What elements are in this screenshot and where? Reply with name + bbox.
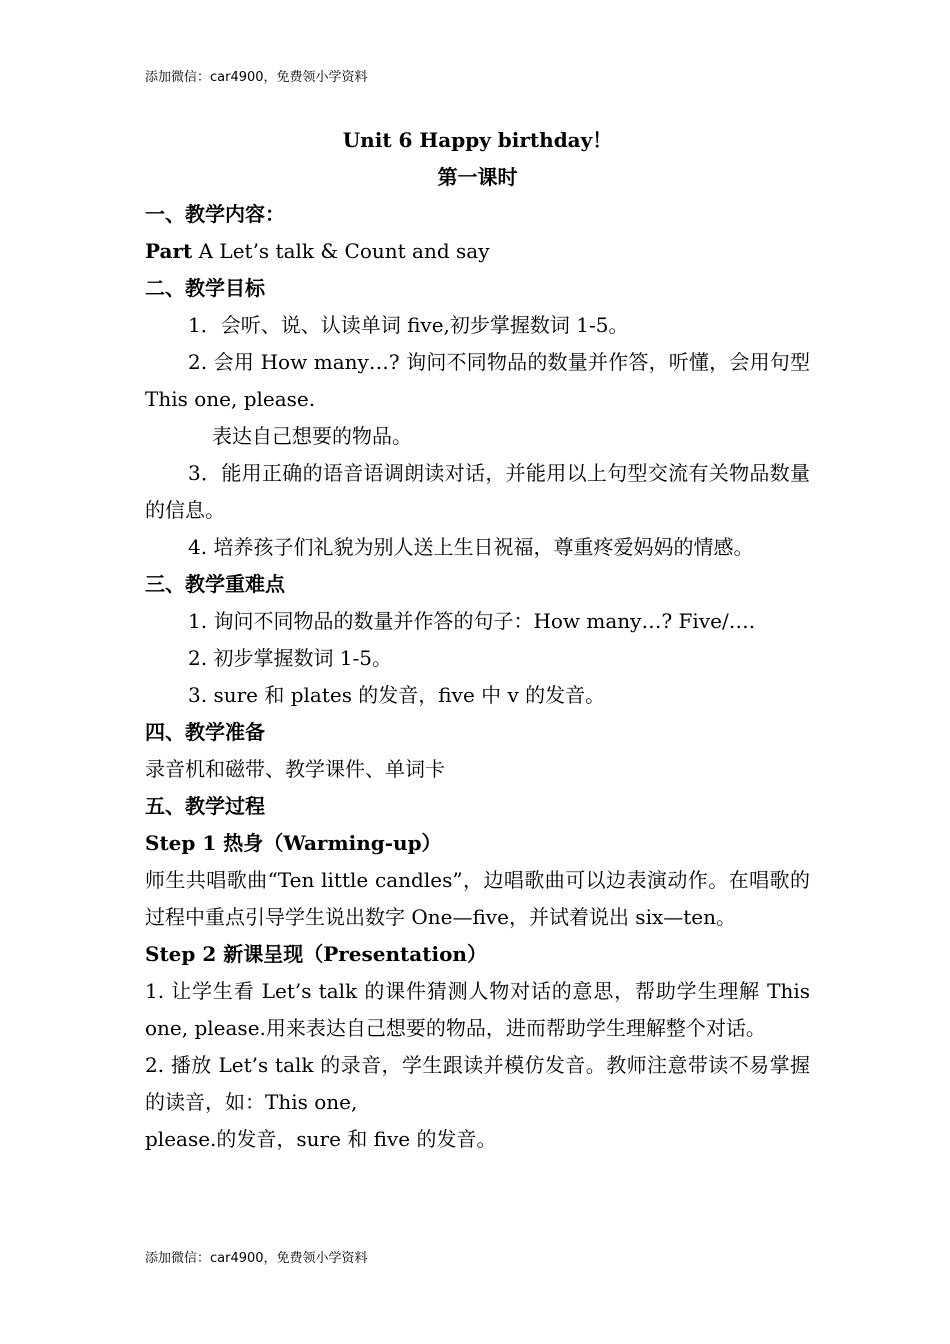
document-body bbox=[145, 122, 810, 1158]
footer-note: 添加微信：car4900，免费领小学资料 bbox=[145, 1251, 368, 1266]
section5-heading: 五、教学过程 bbox=[145, 794, 265, 818]
step1-heading: Step 1 热身（Warming-up） bbox=[145, 831, 442, 855]
step2-item2-cont: please.的发音，sure 和 five 的发音。 bbox=[145, 1127, 497, 1151]
section2-item3: 3．能用正确的语音语调朗读对话，并能用以上句型交流有关物品数量的信息。 bbox=[145, 461, 810, 522]
section2-heading: 二、教学目标 bbox=[145, 276, 265, 300]
section3-item3: 3. sure 和 plates 的发音，five 中 v 的发音。 bbox=[188, 683, 606, 707]
step1-text: 师生共唱歌曲“Ten little candles”，边唱歌曲可以边表演动作。在唱歌的过程中重点引导学生说出数字 One—five，并试着说出 six—ten。 bbox=[145, 868, 810, 929]
document-title: Unit 6 Happy birthday！ bbox=[342, 128, 613, 152]
header-note: 添加微信：car4900，免费领小学资料 bbox=[145, 70, 368, 85]
step2-item2: 2. 播放 Let’s talk 的录音，学生跟读并模仿发音。教师注意带读不易掌握的读音，如：This one, bbox=[145, 1053, 810, 1114]
section3-heading: 三、教学重难点 bbox=[145, 572, 285, 596]
step2-heading: Step 2 新课呈现（Presentation） bbox=[145, 942, 487, 966]
section2-item2-cont: 表达自己想要的物品。 bbox=[212, 424, 412, 448]
section2-item4: 4. 培养孩子们礼貌为别人送上生日祝福，尊重疼爱妈妈的情感。 bbox=[188, 535, 754, 559]
section2-item1: 1．会听、说、认读单词 five,初步掌握数词 1-5。 bbox=[188, 313, 629, 337]
section3-item1: 1. 询问不同物品的数量并作答的句子：How many…? Five/…. bbox=[188, 609, 756, 633]
section2-item2: 2. 会用 How many…? 询问不同物品的数量并作答，听懂，会用句型 This one, please. bbox=[145, 350, 810, 411]
section3-item2: 2. 初步掌握数词 1-5。 bbox=[188, 646, 393, 670]
section1-heading: 一、教学内容： bbox=[145, 202, 285, 226]
section4-text: 录音机和磁带、教学课件、单词卡 bbox=[145, 757, 445, 781]
part-text: A Let’s talk & Count and say bbox=[192, 239, 490, 263]
section1-content bbox=[145, 233, 810, 270]
part-label: Part bbox=[145, 239, 193, 263]
document-subtitle: 第一课时 bbox=[437, 165, 518, 189]
section4-heading: 四、教学准备 bbox=[145, 720, 265, 744]
step2-item1: 1. 让学生看 Let’s talk 的课件猜测人物对话的意思，帮助学生理解 This one, please.用来表达自己想要的物品，进而帮助学生理解整个对话。 bbox=[145, 979, 810, 1040]
